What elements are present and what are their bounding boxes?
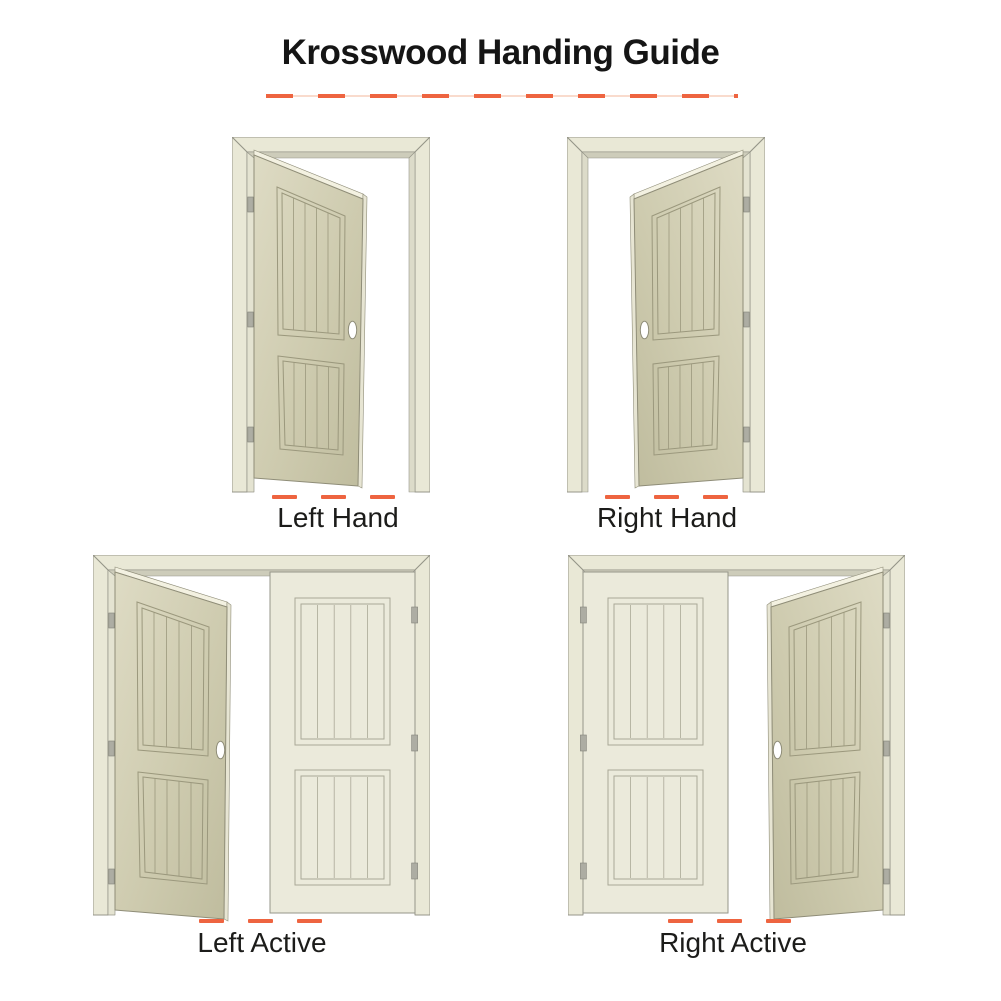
caption-left-hand: Left Hand — [277, 502, 399, 533]
figure-right-hand — [567, 137, 765, 497]
page-title: Krosswood Handing Guide — [281, 33, 720, 72]
dash-icon — [248, 919, 273, 923]
dash-icon — [370, 495, 395, 499]
caption-left-active: Left Active — [197, 927, 327, 958]
right-active-door-illustration — [568, 555, 905, 925]
dash-separator-left-active — [199, 919, 322, 923]
dash-icon — [321, 495, 346, 499]
left-hand-door-illustration — [232, 137, 430, 497]
dash-icon — [703, 495, 728, 499]
figure-right-active — [568, 555, 905, 925]
dash-separator-right-active — [668, 919, 791, 923]
figure-left-active — [93, 555, 430, 925]
caption-right-active: Right Active — [659, 927, 807, 958]
figure-left-hand — [232, 137, 430, 497]
title-underline — [266, 86, 738, 92]
dash-icon — [654, 495, 679, 499]
dash-icon — [199, 919, 224, 923]
dash-separator-right-hand — [605, 495, 728, 499]
dash-icon — [717, 919, 742, 923]
left-active-door-illustration — [93, 555, 430, 925]
dash-separator-left-hand — [272, 495, 395, 499]
caption-right-hand: Right Hand — [596, 502, 738, 533]
dash-icon — [605, 495, 630, 499]
dash-icon — [766, 919, 791, 923]
title-underline-dashes — [266, 93, 738, 99]
dash-icon — [272, 495, 297, 499]
right-hand-door-illustration — [567, 137, 765, 497]
dash-icon — [668, 919, 693, 923]
dash-icon — [297, 919, 322, 923]
